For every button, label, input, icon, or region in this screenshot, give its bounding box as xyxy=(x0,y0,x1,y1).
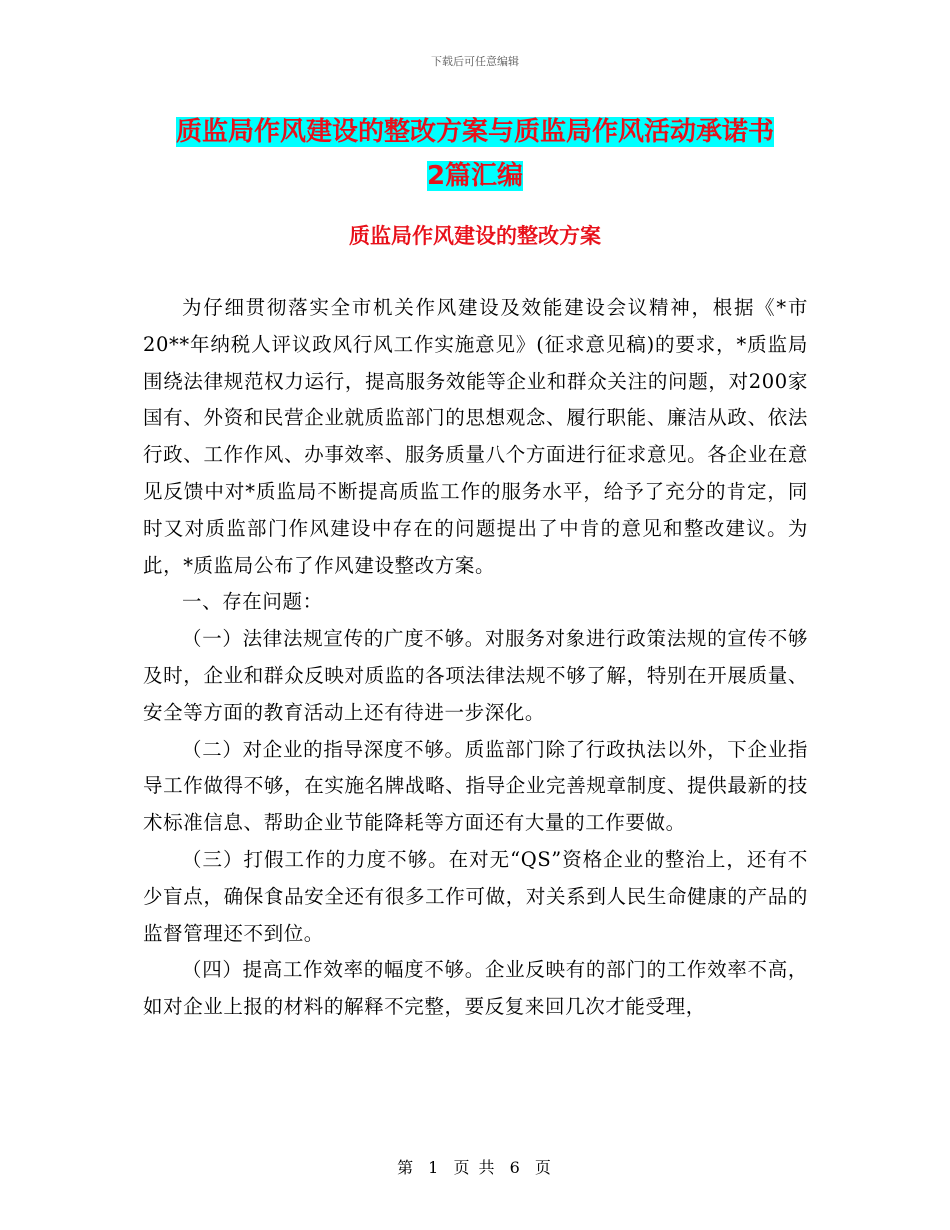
title-line-2: 2篇汇编 xyxy=(426,161,524,191)
document-title xyxy=(150,110,800,198)
footer-middle: 页 共 xyxy=(453,1158,497,1177)
document-body xyxy=(143,290,808,1026)
title-line-1: 质监局作风建设的整改方案与质监局作风活动承诺书 xyxy=(175,117,774,147)
paragraph-problem-2: （二）对企业的指导深度不够。质监部门除了行政执法以外，下企业指导工作做得不够，在实施名牌战略、指导企业完善规章制度、提供最新的技术标准信息、帮助企业节能降耗等方面还有大量的工作要做。 xyxy=(143,737,808,835)
section-title: 质监局作风建设的整改方案 xyxy=(349,224,601,248)
footer-suffix: 页 xyxy=(534,1158,553,1177)
paragraph-problem-4: （四）提高工作效率的幅度不够。企业反映有的部门的工作效率不高，如对企业上报的材料的解释不完整，要反复来回几次才能受理， xyxy=(143,958,808,1019)
footer-total-pages: 6 xyxy=(509,1158,522,1177)
paragraph-problem-3: （三）打假工作的力度不够。在对无“QS”资格企业的整治上，还有不少盲点，确保食品安全还有很多工作可做，对关系到人民生命健康的产品的监督管理还不到位。 xyxy=(143,847,808,945)
page-number-footer xyxy=(0,1155,950,1178)
footer-prefix: 第 xyxy=(397,1158,416,1177)
paragraph-intro: 为仔细贯彻落实全市机关作风建设及效能建设会议精神，根据《*市20**年纳税人评议政风行风工作实施意见》(征求意见稿)的要求，*质监局围绕法律规范权力运行，提高服务效能等企业和群众关注的问题，对200家国有、外资和民营企业就质监部门的思想观念、履行职能、廉洁从政、依法行政、工作作风、办事效率、服务质量八个方面进行征求意见。各企业在意见反馈中对*质监局不断提高质监工作的服务水平，给予了充分的肯定，同时又对质监部门作风建设中存在的问题提出了中肯的意见和整改建议。为此，*质监局公布了作风建设整改方案。 xyxy=(143,296,808,577)
paragraph-heading-problems: 一、存在问题： xyxy=(182,590,323,614)
header-note: 下载后可任意编辑 xyxy=(431,55,519,68)
paragraph-problem-1: （一）法律法规宣传的广度不够。对服务对象进行政策法规的宣传不够及时，企业和群众反映对质监的各项法律法规不够了解，特别在开展质量、安全等方面的教育活动上还有待进一步深化。 xyxy=(143,627,808,724)
footer-current-page: 1 xyxy=(428,1158,441,1177)
